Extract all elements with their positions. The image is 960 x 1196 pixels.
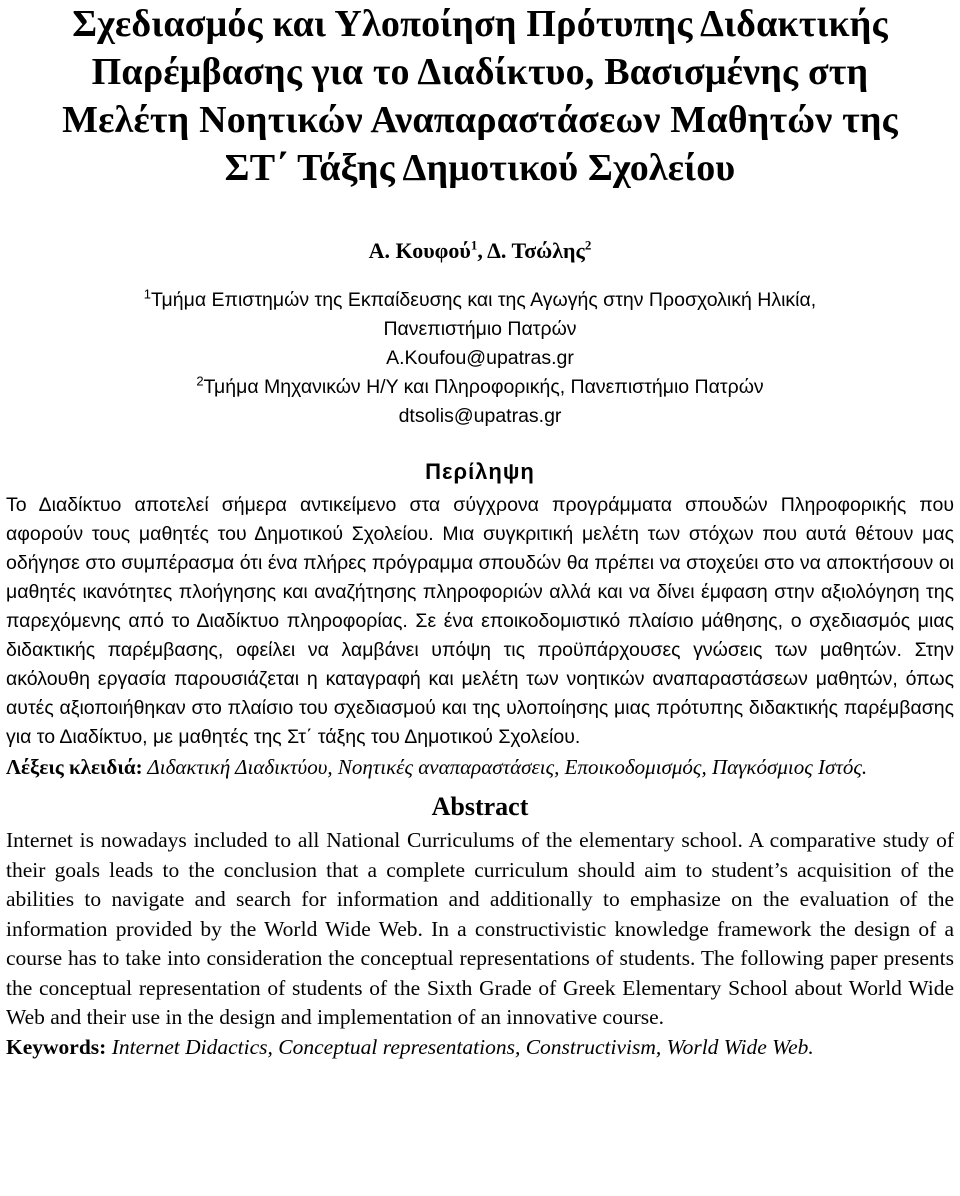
affiliation-1-university: Πανεπιστήμιο Πατρών: [383, 318, 577, 340]
affiliation-text: Τμήμα Επιστημών της Εκπαίδευσης και της Αγωγής στην Προσχολική Ηλικία,: [151, 289, 817, 311]
affiliation-1: [6, 286, 954, 315]
author-separator: ,: [477, 238, 488, 263]
author-1-email[interactable]: A.Koufou@upatras.gr: [386, 347, 574, 369]
affiliations: [6, 286, 954, 431]
affiliation-text: Τμήμα Μηχανικών Η/Υ και Πληροφορικής, Πανεπιστήμιο Πατρών: [203, 376, 764, 398]
keywords-en-label: Keywords:: [6, 1034, 107, 1059]
author-2-email[interactable]: dtsolis@upatras.gr: [398, 405, 562, 427]
keywords-en-text: Internet Didactics, Conceptual representations, Constructivism, World Wide Web.: [106, 1034, 814, 1059]
abstract-en-text: Internet is nowadays included to all National Curriculums of the elementary school. A comparative study of their goals leads to the conclusion that a complete curriculum should aim to student’s acquisition of the abilities to navigate and search for information and additionally to emphasize on the evaluation of the information provided by the World Wide Web. In a constructivistic knowledge framework the design of a course has to take into consideration the conceptual representations of students. The following paper presents the conceptual representation of students of the Sixth Grade of Greek Elementary School about World Wide Web and their use in the design and implementation of an innovative course.: [6, 828, 954, 1029]
title-line: Παρέμβασης για το Διαδίκτυο, Βασισμένης στη: [91, 51, 869, 93]
abstract-gr-text: Το Διαδίκτυο αποτελεί σήμερα αντικείμενο στα σύγχρονα προγράμματα σπουδών Πληροφορικής που αφορούν τους μαθητές του Δημοτικού Σχολείου. Μια συγκριτική μελέτη των στόχων που αυτά θέτουν μας οδήγησε στο συμπέρασμα ότι ένα πλήρες πρόγραμμα σπουδών θα πρέπει να στοχεύει στο να αποκτήσουν οι μαθητές ικανότητες πλοήγησης και αναζήτησης πληροφοριών αλλά και να δίνει έμφαση στην αξιολόγηση της παρεχόμενης από το Διαδίκτυο πληροφορίας. Σε ένα εποικοδομιστικό πλαίσιο μάθησης, ο σχεδιασμός μιας διδακτικής παρέμβασης, οφείλει να λαμβάνει υπόψη τις προϋπάρχουσες γνώσεις των μαθητών. Στην ακόλουθη εργασία παρουσιάζεται η καταγραφή και μελέτη των νοητικών αναπαραστάσεων μαθητών, όπως αυτές αξιοποιήθηκαν στο πλαίσιο του σχεδιασμού και της υλοποίησης μιας πρότυπης διδακτικής παρέμβασης για το Διαδίκτυο, με μαθητές της Στ΄ τάξης του Δημοτικού Σχολείου.: [6, 494, 954, 748]
title-line: Μελέτη Νοητικών Αναπαραστάσεων Μαθητών της: [62, 99, 898, 141]
affil-marker: 2: [196, 373, 204, 389]
author-list: [6, 236, 954, 266]
keywords-gr-text: Διδακτική Διαδικτύου, Νοητικές αναπαραστάσεις, Εποικοδομισμός, Παγκόσμιος Ιστός.: [142, 755, 868, 779]
affiliation-2: [6, 373, 954, 402]
keywords-gr: [6, 752, 954, 782]
affil-marker: 1: [143, 286, 152, 302]
author-name: Α. Κουφού: [368, 238, 471, 263]
paper-title: [6, 0, 954, 192]
keywords-en: [6, 1033, 954, 1062]
title-line: ΣΤ΄ Τάξης Δημοτικού Σχολείου: [224, 147, 736, 189]
abstract-gr-heading: Περίληψη: [425, 459, 535, 484]
keywords-gr-label: Λέξεις κλειδιά:: [6, 755, 143, 779]
author-affil-marker: 2: [584, 237, 592, 253]
author-affil-marker: 1: [470, 237, 478, 253]
abstract-en-heading: Abstract: [431, 792, 529, 821]
title-line: Σχεδιασμός και Υλοποίηση Πρότυπης Διδακτικής: [72, 3, 888, 45]
author-name: Δ. Τσώλης: [487, 238, 585, 263]
